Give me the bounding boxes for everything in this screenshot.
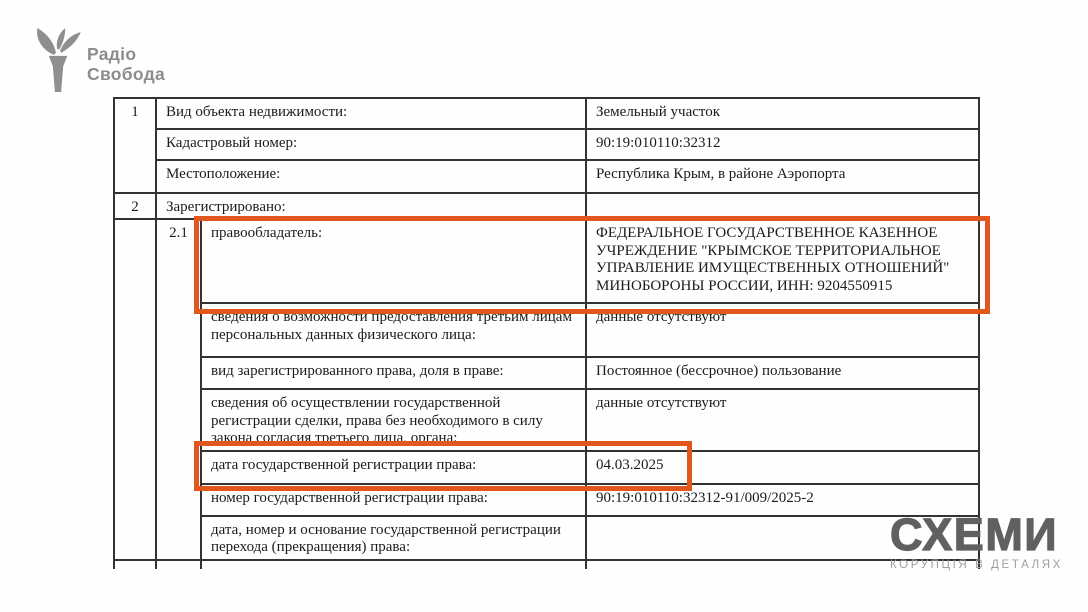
label-cell: правообладатель:	[201, 219, 586, 303]
value-cell: ФЕДЕРАЛЬНОЕ ГОСУДАРСТВЕННОЕ КАЗЕННОЕ УЧРЕЖДЕНИЕ "КРЫМСКОЕ ТЕРРИТОРИАЛЬНОЕ УПРАВЛЕНИЕ ИМУЩЕСТВЕННЫХ ОТНОШЕНИЙ" МИНОБОРОНЫ РОССИИ, ИНН: 9204550915	[586, 219, 979, 303]
label-cell: Зарегистрировано:	[156, 193, 586, 219]
table-row	[114, 516, 979, 560]
label-cell: дата, номер и основание государственной регистрации перехода (прекращения) права:	[201, 516, 586, 560]
partial-cell	[114, 560, 156, 569]
table-row	[114, 484, 979, 516]
value-cell	[586, 193, 979, 219]
schemes-wordmark: СХЕМИ	[890, 509, 1059, 560]
table-row	[114, 357, 979, 389]
label-cell: Кадастровый номер:	[156, 129, 586, 160]
value-cell: данные отсутствуют	[586, 389, 979, 450]
table-row	[114, 129, 979, 160]
table-row-highlighted	[114, 451, 979, 484]
schemes-tagline: КОРУПЦІЯ В ДЕТАЛЯХ	[890, 559, 1063, 571]
table-row	[114, 160, 979, 193]
table-row	[114, 98, 979, 129]
label-cell: Вид объекта недвижимости:	[156, 98, 586, 129]
label-cell: номер государственной регистрации права:	[201, 484, 586, 516]
partial-cell	[201, 560, 586, 569]
radio-svoboda-logo	[33, 28, 165, 92]
radio-svoboda-line1: Радіо	[87, 44, 137, 64]
table-row	[114, 389, 979, 450]
partial-cell	[156, 560, 201, 569]
section-number-cell: 1	[114, 98, 156, 193]
label-cell: Местоположение:	[156, 160, 586, 193]
value-cell: Постоянное (бессрочное) пользование	[586, 357, 979, 389]
table-row-highlighted	[114, 219, 979, 303]
table-row-cut-off	[114, 560, 979, 569]
schemes-logo	[890, 509, 1063, 571]
subsection-number-cell: 2.1	[156, 219, 201, 559]
torch-icon	[33, 28, 81, 92]
value-cell: 90:19:010110:32312	[586, 129, 979, 160]
label-cell: сведения об осуществлении государственной регистрации сделки, права без необходимого в силу закона согласия третьего лица, органа:	[201, 389, 586, 450]
table-row	[114, 303, 979, 357]
value-cell: 04.03.2025	[586, 451, 979, 484]
radio-svoboda-wordmark	[87, 44, 165, 84]
value-cell: данные отсутствуют	[586, 303, 979, 357]
section-number-cell	[114, 219, 156, 559]
label-cell: сведения о возможности предоставления третьим лицам персональных данных физического лица:	[201, 303, 586, 357]
label-cell: вид зарегистрированного права, доля в праве:	[201, 357, 586, 389]
table-row	[114, 193, 979, 219]
value-cell: 90:19:010110:32312-91/009/2025-2	[586, 484, 979, 516]
registry-table	[113, 97, 980, 569]
radio-svoboda-line2: Свобода	[87, 64, 166, 84]
section-number-cell: 2	[114, 193, 156, 219]
label-cell: дата государственной регистрации права:	[201, 451, 586, 484]
value-cell: Республика Крым, в районе Аэропорта	[586, 160, 979, 193]
value-cell: Земельный участок	[586, 98, 979, 129]
